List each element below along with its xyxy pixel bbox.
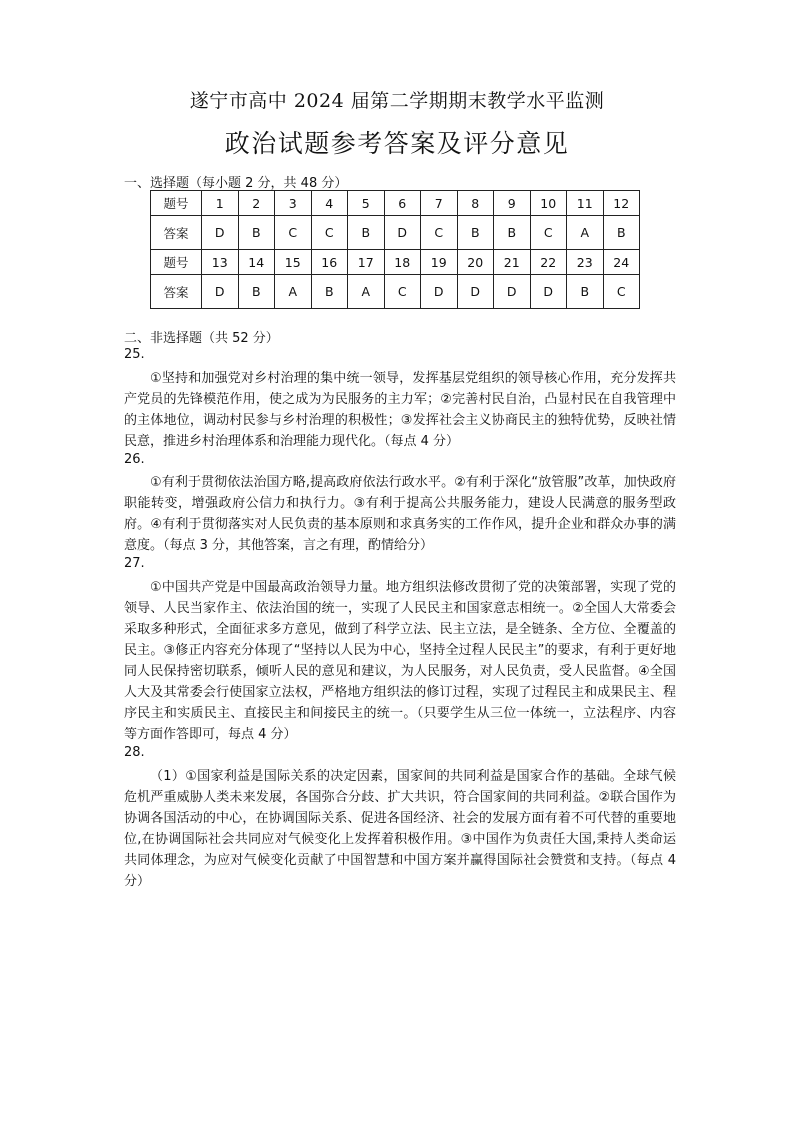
question-number: 18	[384, 250, 421, 275]
answer-cell: A	[348, 275, 385, 309]
question-number: 2	[238, 191, 275, 216]
answer-cell: B	[457, 216, 494, 250]
answer-paragraph-28: （1）①国家利益是国际关系的决定因素，国家间的共同利益是国家合作的基础。全球气候危机严重威胁人类未来发展，各国弥合分歧、扩大共识，符合国家间的共同利益。②联合国作为协调各国活动的中心，在协调国际关系、促进各国经济、社会的发展方面有着不可代替的重要地位,在协调国际社会共同应对气候变化上发挥着积极作用。③中国作为负责任大国,秉持人类命运共同体理念，为应对气候变化贡献了中国智慧和中国方案并赢得国际社会赞赏和支持。（每点 4 分）	[124, 769, 676, 889]
answer-cell: A	[275, 275, 312, 309]
answer-cell: B	[603, 216, 640, 250]
answer-paragraph-25: ①坚持和加强党对乡村治理的集中统一领导，发挥基层党组织的领导核心作用，充分发挥共产党员的先锋模范作用，使之成为为民服务的主力军；②完善村民自治，凸显村民在自我管理中的主体地位，调动村民参与乡村治理的积极性；③发挥社会主义协商民主的独特优势，反映社情民意，推进乡村治理体系和治理能力现代化。（每点 4 分）	[124, 371, 676, 449]
answer-cell: B	[238, 216, 275, 250]
question-number: 1	[202, 191, 239, 216]
answer-cell: C	[530, 216, 567, 250]
answer-cell: A	[567, 216, 604, 250]
answer-cell: C	[421, 216, 458, 250]
row-label-question: 题号	[151, 191, 202, 216]
question-number: 3	[275, 191, 312, 216]
question-number: 12	[603, 191, 640, 216]
question-number: 16	[311, 250, 348, 275]
row-label-answer: 答案	[151, 275, 202, 309]
answer-table	[150, 190, 640, 309]
answer-cell: D	[384, 216, 421, 250]
section-heading-non-choice: 二、非选择题（共 52 分）	[124, 331, 279, 346]
answer-cell: D	[530, 275, 567, 309]
row-label-answer: 答案	[151, 216, 202, 250]
question-number: 5	[348, 191, 385, 216]
answer-cell: B	[494, 216, 531, 250]
question-number: 13	[202, 250, 239, 275]
question-number: 6	[384, 191, 421, 216]
question-number-25: 25.	[124, 347, 145, 362]
question-number: 11	[567, 191, 604, 216]
answer-paragraph-27: ①中国共产党是中国最高政治领导力量。地方组织法修改贯彻了党的决策部署，实现了党的领导、人民当家作主、依法治国的统一，实现了人民民主和国家意志相统一。②全国人大常委会采取多种形式，全面征求多方意见，做到了科学立法、民主立法，是全链条、全方位、全覆盖的民主。③修正内容充分体现了“坚持以人民为中心，坚持全过程人民民主”的要求，有利于更好地同人民保持密切联系，倾听人民的意见和建议，为人民服务，对人民负责，受人民监督。④全国人大及其常委会行使国家立法权，严格地方组织法的修订过程，实现了过程民主和成果民主、程序民主和实质民主、直接民主和间接民主的统一。（只要学生从三位一体统一，立法程序、内容等方面作答即可，每点 4 分）	[124, 580, 676, 742]
answer-cell: D	[494, 275, 531, 309]
answer-cell: D	[202, 275, 239, 309]
question-number-27: 27.	[124, 556, 145, 571]
answer-cell: D	[457, 275, 494, 309]
question-number: 21	[494, 250, 531, 275]
question-number: 22	[530, 250, 567, 275]
question-number-26: 26.	[124, 452, 145, 467]
answer-paragraph-26: ①有利于贯彻依法治国方略,提高政府依法行政水平。②有利于深化“放管服”改革，加快政府职能转变，增强政府公信力和执行力。③有利于提高公共服务能力，建设人民满意的服务型政府。④有利于贯彻落实对人民负责的基本原则和求真务实的工作作风，提升企业和群众办事的满意度。（每点 3 分，其他答案，言之有理，酌情给分）	[124, 475, 676, 553]
question-number: 4	[311, 191, 348, 216]
question-number: 15	[275, 250, 312, 275]
answer-cell: C	[384, 275, 421, 309]
answer-cell: C	[275, 216, 312, 250]
answer-cell: C	[311, 216, 348, 250]
question-number: 19	[421, 250, 458, 275]
document-subtitle: 政治试题参考答案及评分意见	[224, 129, 570, 158]
question-number: 7	[421, 191, 458, 216]
answer-cell: B	[311, 275, 348, 309]
table-row-answers-2	[151, 275, 640, 309]
answer-cell: D	[421, 275, 458, 309]
question-number: 14	[238, 250, 275, 275]
answer-cell: B	[348, 216, 385, 250]
question-number-28: 28.	[124, 745, 145, 760]
answer-cell: C	[603, 275, 640, 309]
question-number: 17	[348, 250, 385, 275]
section-heading-choice: 一、选择题（每小题 2 分，共 48 分）	[124, 176, 348, 191]
answer-cell: B	[567, 275, 604, 309]
row-label-question: 题号	[151, 250, 202, 275]
table-row-answers-1	[151, 216, 640, 250]
question-number: 20	[457, 250, 494, 275]
table-row-numbers-1	[151, 191, 640, 216]
table-row-numbers-2	[151, 250, 640, 275]
answer-cell: D	[202, 216, 239, 250]
question-number: 24	[603, 250, 640, 275]
document-title: 遂宁市高中 2024 届第二学期期末教学水平监测	[189, 90, 605, 112]
question-number: 10	[530, 191, 567, 216]
question-number: 23	[567, 250, 604, 275]
question-number: 9	[494, 191, 531, 216]
answer-cell: B	[238, 275, 275, 309]
question-number: 8	[457, 191, 494, 216]
